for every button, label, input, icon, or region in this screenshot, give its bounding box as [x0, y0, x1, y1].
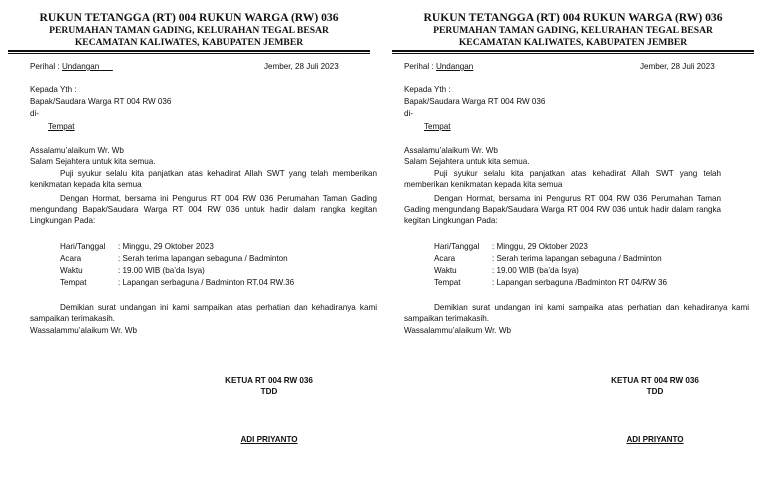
- detail-value: : 19.00 WIB (ba’da Isya): [492, 266, 579, 275]
- signature-title: KETUA RT 004 RW 036: [611, 376, 699, 385]
- farewell: Wassalammu’alaikum Wr. Wb: [404, 326, 512, 335]
- greeting: Assalamu’alaikum Wr. Wb: [404, 146, 498, 155]
- header-subtitle: PERUMAHAN TAMAN GADING, KELURAHAN TEGAL BESAR: [49, 25, 329, 36]
- detail-label: Tempat: [60, 278, 87, 287]
- detail-value: : 19.00 WIB (ba’da Isya): [118, 266, 205, 275]
- paragraph-closing: Demikian surat undangan ini kami sampaikan atas perhatian dan kehadiranya kami sampaikan terimakasih.: [30, 303, 377, 323]
- recipient-line3: di-: [404, 109, 413, 118]
- header-subtitle: PERUMAHAN TAMAN GADING, KELURAHAN TEGAL BESAR: [433, 25, 713, 36]
- detail-row: [60, 241, 214, 252]
- header-title: RUKUN TETANGGA (RT) 004 RUKUN WARGA (RW) 036: [423, 11, 723, 24]
- invitation-letter-left: [8, 0, 377, 489]
- detail-row: [434, 265, 579, 276]
- detail-label: Acara: [434, 254, 456, 263]
- recipient-line1: Kepada Yth :: [30, 85, 77, 94]
- greeting: Assalamu’alaikum Wr. Wb: [30, 146, 124, 155]
- farewell: Wassalammu’alaikum Wr. Wb: [30, 326, 138, 335]
- letter-date: Jember, 28 Juli 2023: [264, 62, 339, 71]
- detail-label: Waktu: [60, 266, 83, 275]
- signature-tdd: TDD: [646, 387, 664, 396]
- recipient-place: Tempat: [424, 122, 451, 131]
- detail-value: : Serah terima lapangan sebaguna / Badminton: [118, 254, 288, 263]
- salam: Salam Sejahtera untuk kita semua.: [404, 157, 530, 166]
- perihal-value: Undangan: [61, 62, 100, 71]
- recipient-line1: Kepada Yth :: [404, 85, 451, 94]
- signature-name: ADI PRIYANTO: [240, 435, 298, 444]
- perihal-line: [404, 61, 473, 72]
- recipient-line3: di-: [30, 109, 39, 118]
- detail-label: Hari/Tanggal: [60, 242, 106, 251]
- header-divider-thick: [8, 50, 370, 52]
- detail-value: : Minggu, 29 Oktober 2023: [492, 242, 588, 251]
- detail-label: Acara: [60, 254, 82, 263]
- recipient-place: Tempat: [48, 122, 75, 131]
- detail-row: [60, 265, 205, 276]
- header-divider-thin: [392, 53, 754, 54]
- detail-label: Hari/Tanggal: [434, 242, 480, 251]
- recipient-line2: Bapak/Saudara Warga RT 004 RW 036: [30, 97, 172, 106]
- detail-value: : Lapangan serbaguna /Badminton RT 04/RW 36: [492, 278, 668, 287]
- detail-row: [434, 241, 588, 252]
- invitation-letter-right: [392, 0, 754, 489]
- letter-date: Jember, 28 Juli 2023: [640, 62, 715, 71]
- perihal-label: Perihal :: [30, 62, 60, 71]
- header-address: KECAMATAN KALIWATES, KABUPATEN JEMBER: [74, 37, 304, 48]
- header-address: KECAMATAN KALIWATES, KABUPATEN JEMBER: [458, 37, 688, 48]
- salam: Salam Sejahtera untuk kita semua.: [30, 157, 156, 166]
- detail-value: : Serah terima lapangan sebaguna / Badminton: [492, 254, 662, 263]
- paragraph-invitation: Dengan Hormat, bersama ini Pengurus RT 004 RW 036 Perumahan Taman Gading mengundang Bapak/Saudara Warga RT 004 RW 036 untuk hadir dalam rangka kegitan Lingkungan Pada:: [30, 194, 377, 225]
- recipient-line2: Bapak/Saudara Warga RT 004 RW 036: [404, 97, 546, 106]
- detail-label: Waktu: [434, 266, 457, 275]
- signature-name: ADI PRIYANTO: [626, 435, 684, 444]
- header-title: RUKUN TETANGGA (RT) 004 RUKUN WARGA (RW) 036: [39, 11, 339, 24]
- header-divider-thick: [392, 50, 754, 52]
- paragraph-closing: Demikian surat undangan ini kami sampaika atas perhatian dan kehadiranya kami sampaikan terimakasih.: [404, 303, 749, 323]
- detail-value: : Minggu, 29 Oktober 2023: [118, 242, 214, 251]
- header-divider-thin: [8, 53, 370, 54]
- paragraph-gratitude: Puji syukur selalu kita panjatkan atas kehadirat Allah SWT yang telah memberikan kenikmatan kepada kita semua: [30, 169, 377, 189]
- perihal-label: Perihal :: [404, 62, 434, 71]
- signature-title: KETUA RT 004 RW 036: [225, 376, 313, 385]
- signature-tdd: TDD: [260, 387, 278, 396]
- detail-value: : Lapangan serbaguna / Badminton RT.04 RW.36: [118, 278, 295, 287]
- perihal-line: [30, 61, 113, 72]
- detail-row: [60, 253, 288, 264]
- paragraph-invitation: Dengan Hormat, bersama ini Pengurus RT 004 RW 036 Perumahan Taman Gading mengundang Bapak/Saudara Warga RT 004 RW 036 untuk hadir dalam rangka kegitan Lingkungan Pada:: [404, 194, 721, 225]
- detail-row: [60, 277, 294, 288]
- paragraph-gratitude: Puji syukur selalu kita panjatkan atas kehadirat Allah SWT yang telah memberikan kenikmatan kepada kita semua: [404, 169, 721, 189]
- detail-row: [434, 277, 667, 288]
- detail-row: [434, 253, 662, 264]
- perihal-value: Undangan: [435, 62, 474, 71]
- detail-label: Tempat: [434, 278, 461, 287]
